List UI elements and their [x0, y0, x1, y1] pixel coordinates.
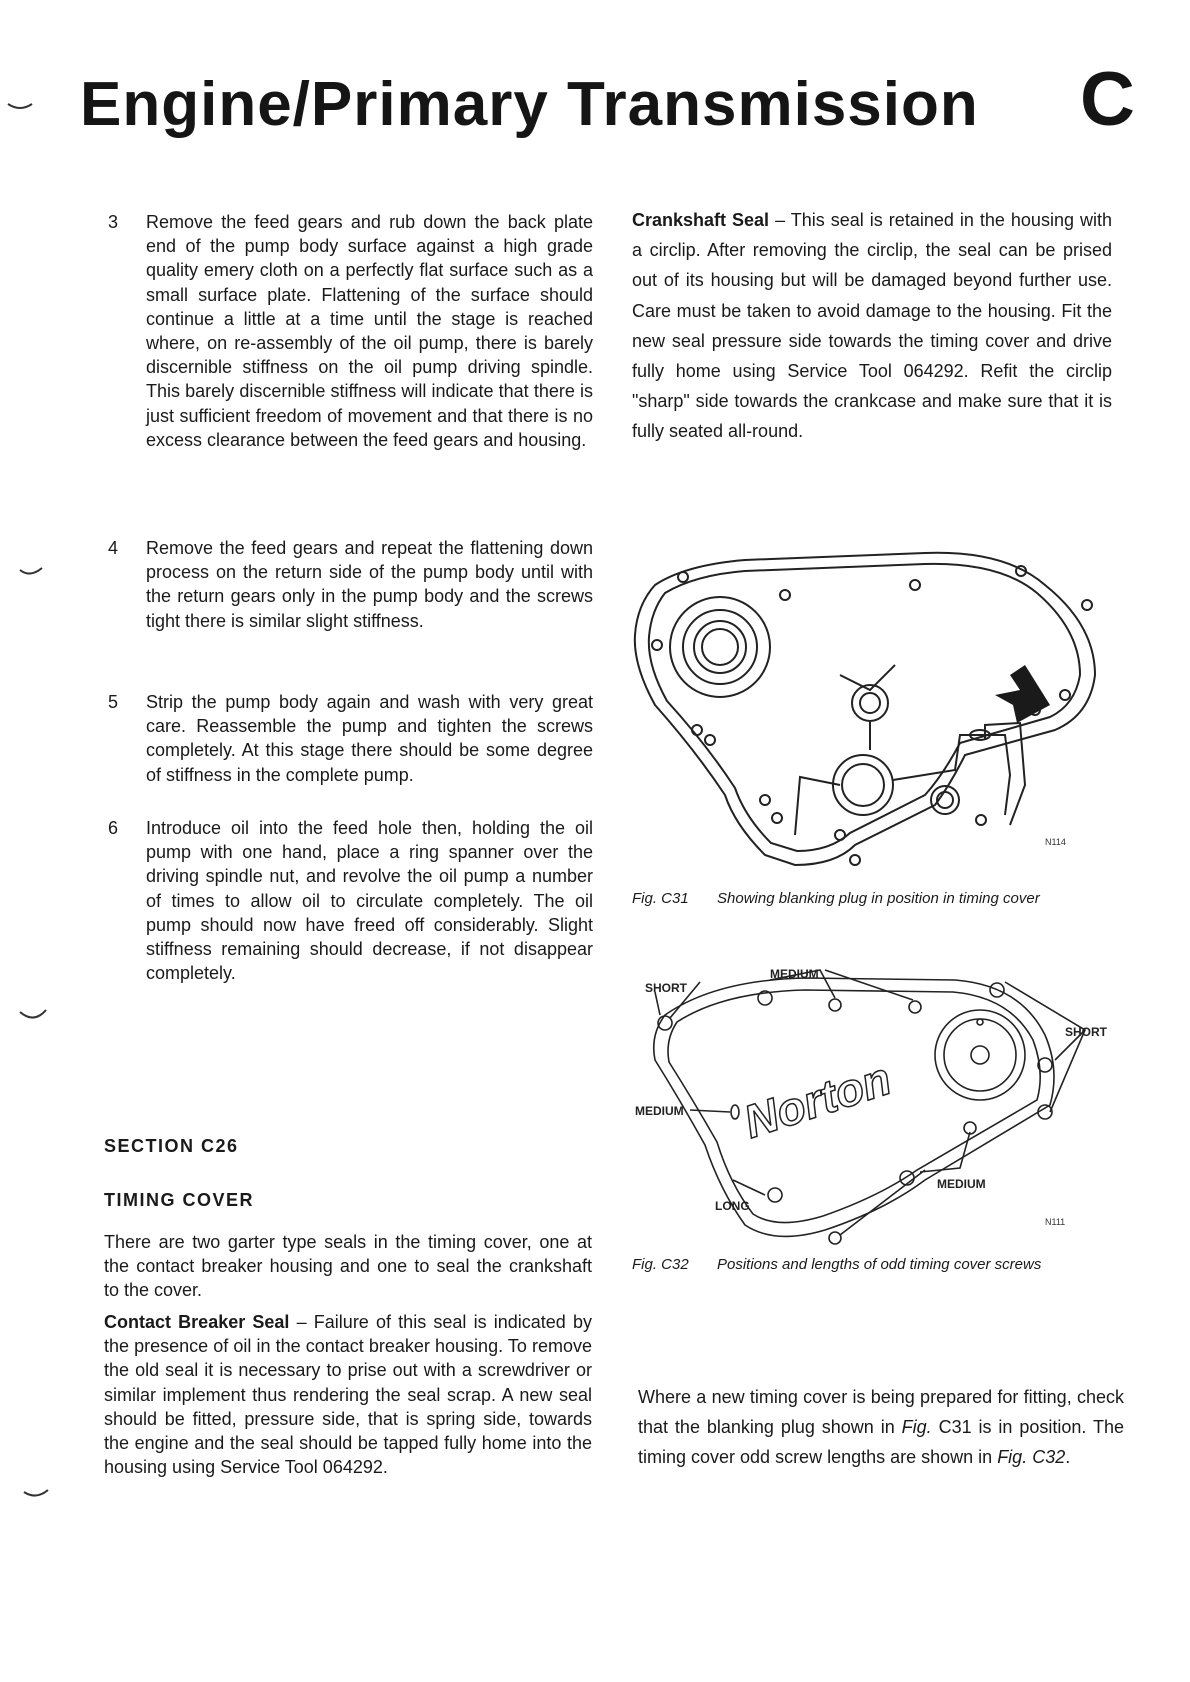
fig-ref: Fig. — [901, 1417, 932, 1438]
callout-short-left: SHORT — [645, 981, 687, 995]
fig-c32-caption-text: Positions and lengths of odd timing cover screws — [717, 1256, 1042, 1273]
closing-paragraph: Where a new timing cover is being prepared for fitting, check that the blanking plug shown in Fig. C31 is in position. The timing cover odd screw lengths are shown in Fig. C32. — [638, 1387, 1124, 1468]
step-text: Introduce oil into the feed hole then, holding the oil pump with one hand, place a ring spanner over the driving spindle nut, and revolve the oil pump a number of times to allow oil to circulate completely. The oil pump should now have freed off considerably. Slight stiffness remaining should decrease, if not disappear completely. — [146, 818, 593, 984]
fig-c31-ref: N114 — [1045, 837, 1066, 847]
crankshaft-lead: Crankshaft Seal — [632, 210, 770, 230]
step-5 — [108, 690, 593, 790]
callout-long: LONG — [715, 1199, 750, 1213]
fig-c32-diagram — [625, 960, 1115, 1260]
fig-c31-caption-text: Showing blanking plug in position in timing cover — [717, 890, 1040, 907]
crankshaft-paragraph — [632, 205, 1112, 447]
step-number: 5 — [108, 692, 119, 712]
contact-breaker-housing — [935, 1010, 1025, 1100]
blanking-plug-arrow — [995, 665, 1050, 723]
contact-breaker-lead: Contact Breaker Seal — [104, 1312, 290, 1332]
crankshaft-text: – This seal is retained in the housing with a circlip. After removing the circlip, the seal can be prised out of its housing but will be damaged beyond further use. Care must be taken to avoid damage to the housing. Fit the new seal pressure side towards the timing cover and drive fully home using Service Tool 064292. Refit the circlip "sharp" side towards the crankcase and make sure that it is fully seated all-round. — [632, 210, 1112, 442]
step-6 — [108, 816, 593, 986]
step-text: Strip the pump body again and wash with very great care. Reassemble the pump and tighten the screws completely. At this stage there should be some degree of stiffness in the complete pump. — [146, 692, 593, 785]
step-number: 4 — [108, 538, 119, 558]
norton-logo: Norton — [737, 1051, 898, 1148]
section-title: TIMING COVER — [104, 1190, 255, 1210]
step-3 — [108, 210, 593, 500]
margin-marks — [0, 0, 80, 1682]
fig-ref: Fig. C32 — [997, 1447, 1066, 1468]
callout-medium-left: MEDIUM — [635, 1104, 684, 1118]
fig-c32-label: Fig. C32 — [632, 1256, 689, 1273]
fig-c31-caption — [632, 890, 1040, 907]
step-4 — [108, 536, 593, 656]
fig-c31-label: Fig. C31 — [632, 890, 689, 907]
crankshaft-seal-housing — [670, 597, 770, 697]
section-letter: C — [1080, 57, 1135, 142]
callout-medium-top: MEDIUM — [770, 967, 819, 981]
step-number: 3 — [108, 212, 119, 232]
page-title: Engine/Primary Transmission — [80, 70, 979, 139]
callout-medium-bottom: MEDIUM — [937, 1177, 986, 1191]
step-number: 6 — [108, 818, 119, 838]
step-text: Remove the feed gears and repeat the flattening down process on the return side of the pump body until with the return gears only in the pump body and the screws tight there is similar slight stiffness. — [146, 538, 593, 631]
contact-breaker-text: – Failure of this seal is indicated by the presence of oil in the contact breaker housing. To remove the old seal it is necessary to prise out with a screwdriver or similar implement thus rendering the seal scrap. A new seal should be fitted, pressure side, that is spring side, towards the engine and the seal should be tapped fully home into the housing using Service Tool 064292. — [104, 1312, 592, 1478]
section-number: SECTION C26 — [104, 1136, 239, 1156]
step-text: Remove the feed gears and rub down the back plate end of the pump body surface against a high grade quality emery cloth on a perfectly flat surface such as a small surface plate. Flattening of the surface should continue a little at a time until the stage is reached where, on re-assembly of the oil pump, there is barely discernible stiffness on the oil pump driving spindle. This barely discernible stiffness will indicate that there is just sufficient freedom of movement and that there is no excess clearance between the feed gears and housing. — [146, 212, 593, 450]
callout-short-right: SHORT — [1065, 1025, 1107, 1039]
fig-c32-caption — [632, 1256, 1041, 1273]
intro-paragraph: There are two garter type seals in the timing cover, one at the contact breaker housing and one to seal the crankshaft to the cover. — [104, 1232, 592, 1301]
fig-c31-diagram — [625, 545, 1115, 880]
fig-c32-ref: N111 — [1045, 1217, 1066, 1227]
contact-breaker-paragraph — [104, 1310, 592, 1479]
